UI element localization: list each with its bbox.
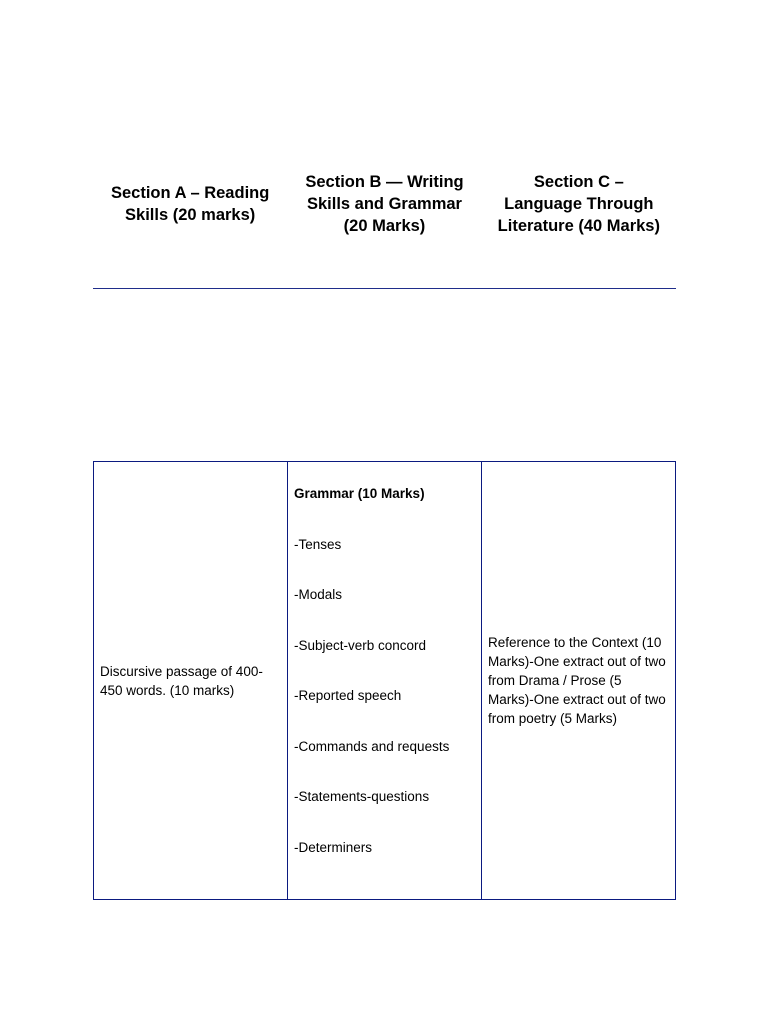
grammar-topic-determiners: -Determiners xyxy=(294,839,373,855)
grammar-topic-commands: -Commands and requests xyxy=(294,738,450,754)
section-a-content: Discursive passage of 400-450 words. (10 marks) xyxy=(100,663,263,698)
grammar-topic-statements: -Statements-questions xyxy=(294,789,430,804)
section-header-row xyxy=(93,120,676,288)
grammar-topic-tenses: -Tenses xyxy=(294,536,342,552)
syllabus-table xyxy=(93,461,676,900)
grammar-heading: Grammar (10 Marks) xyxy=(294,486,425,501)
grammar-topic-list xyxy=(294,484,475,888)
section-c-title: Section C – Language Through Literature (40 Marks) xyxy=(497,173,660,235)
grammar-topic-modals: -Modals xyxy=(294,587,343,602)
section-a-title: Section A – Reading Skills (20 marks) xyxy=(111,184,270,224)
grammar-topic-reported-speech: -Reported speech xyxy=(294,688,402,703)
section-b-cell xyxy=(287,462,481,899)
header-divider xyxy=(93,288,676,289)
section-c-content: Reference to the Context (10 Marks)-One extract out of two from Drama / Prose (5 Marks)-One extract out of two from poetry (5 Marks) xyxy=(488,635,666,726)
section-a-cell xyxy=(94,462,287,899)
section-b-title: Section B — Writing Skills and Grammar (20 Marks) xyxy=(305,173,464,235)
section-c-cell xyxy=(481,462,675,899)
grammar-topic-subject-verb: -Subject-verb concord xyxy=(294,637,427,653)
